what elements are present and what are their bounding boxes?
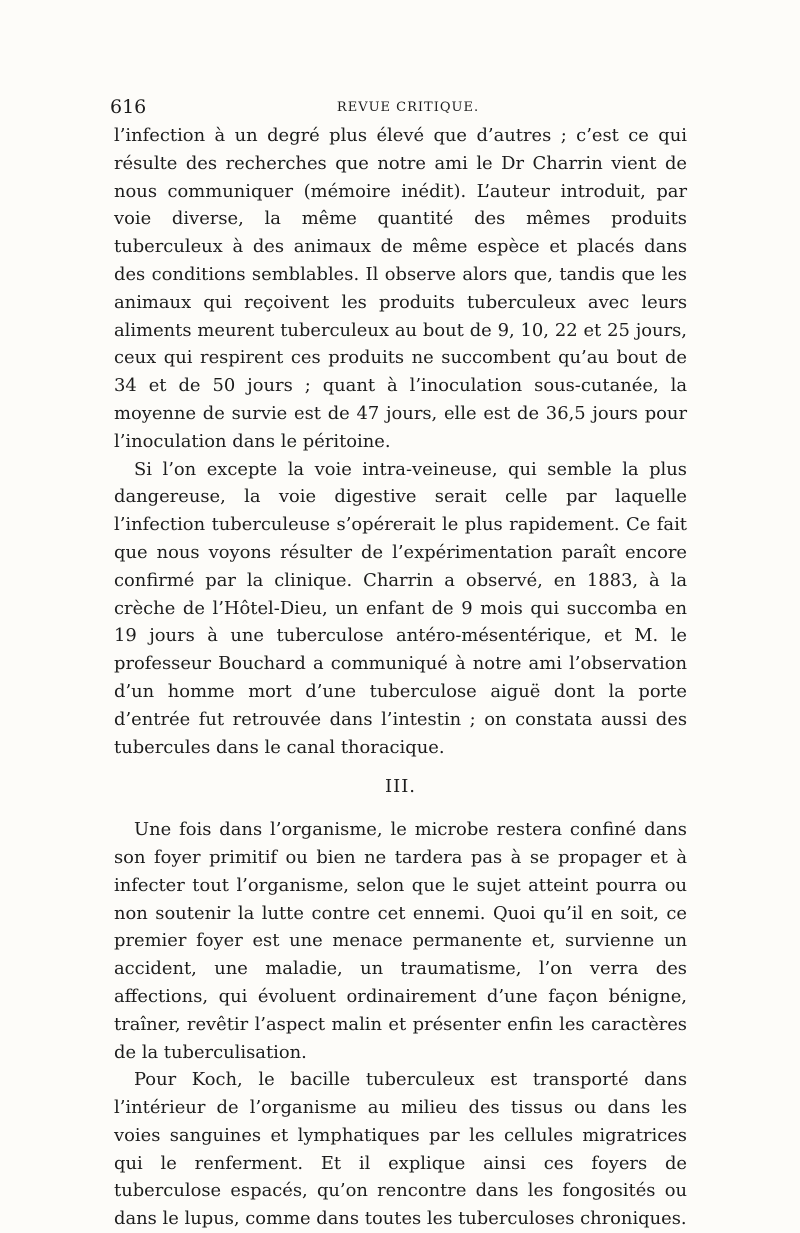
- page-header: [110, 96, 706, 122]
- page-number: 616: [110, 96, 147, 118]
- section-heading: III.: [384, 776, 417, 798]
- paragraph-continued: l’infection à un degré plus élevé que d’autres ; c’est ce qui résulte des recherches que notre ami le Dr Charrin vient de nous communiquer (mémoire inédit). L’auteur introduit, par voie diverse, la même quantité des mêmes produits tuberculeux à des animaux de même espèce et placés dans des conditions semblables. Il observe alors que, tandis que les animaux qui reçoivent les produits tuberculeux avec leurs aliments meurent tuberculeux au bout de 9, 10, 22 et 25 jours, ceux qui respirent ces produits ne succombent qu’au bout de 34 et de 50 jours ; quant à l’inoculation sous-cutanée, la moyenne de survie est de 47 jours, elle est de 36,5 jours pour l’inoculation dans le péritoine.: [114, 125, 687, 452]
- paragraph: Une fois dans l’organisme, le microbe restera confiné dans son foyer primitif ou bien ne tardera pas à se propager et à infecter tout l’organisme, selon que le sujet atteint pourra ou non soutenir la lutte contre cet ennemi. Quoi qu’il en soit, ce premier foyer est une menace permanente et, survienne un accident, une maladie, un traumatisme, l’on verra des affections, qui évoluent ordinairement d’une façon bénigne, traîner, revêtir l’aspect malin et présenter enfin les caractères de la tuberculisation.: [114, 819, 687, 1063]
- body-text: [114, 122, 687, 1233]
- paragraph: Si l’on excepte la voie intra-veineuse, qui semble la plus dangereuse, la voie digestive serait celle par laquelle l’infection tuberculeuse s’opérerait le plus rapidement. Ce fait que nous voyons résulter de l’expérimentation paraît encore confirmé par la clinique. Charrin a observé, en 1883, à la crèche de l’Hôtel-Dieu, un enfant de 9 mois qui succomba en 19 jours à une tuberculose antéro-mésentérique, et M. le professeur Bouchard a communiqué à notre ami l’observation d’un homme mort d’une tuberculose aiguë dont la porte d’entrée fut retrouvée dans l’intestin ; on constata aussi des tubercules dans le canal thoracique.: [114, 458, 687, 758]
- paragraph: Pour Koch, le bacille tuberculeux est transporté dans l’intérieur de l’organisme au milieu des tissus ou dans les voies sanguines et lymphatiques par les cellules migratrices qui le renferment. Et il explique ainsi ces foyers de tuberculose espacés, qu’on rencontre dans les fongosités ou dans le lupus, comme dans toutes les tuberculoses chroniques.: [114, 1069, 687, 1230]
- running-title: REVUE CRITIQUE.: [336, 100, 480, 115]
